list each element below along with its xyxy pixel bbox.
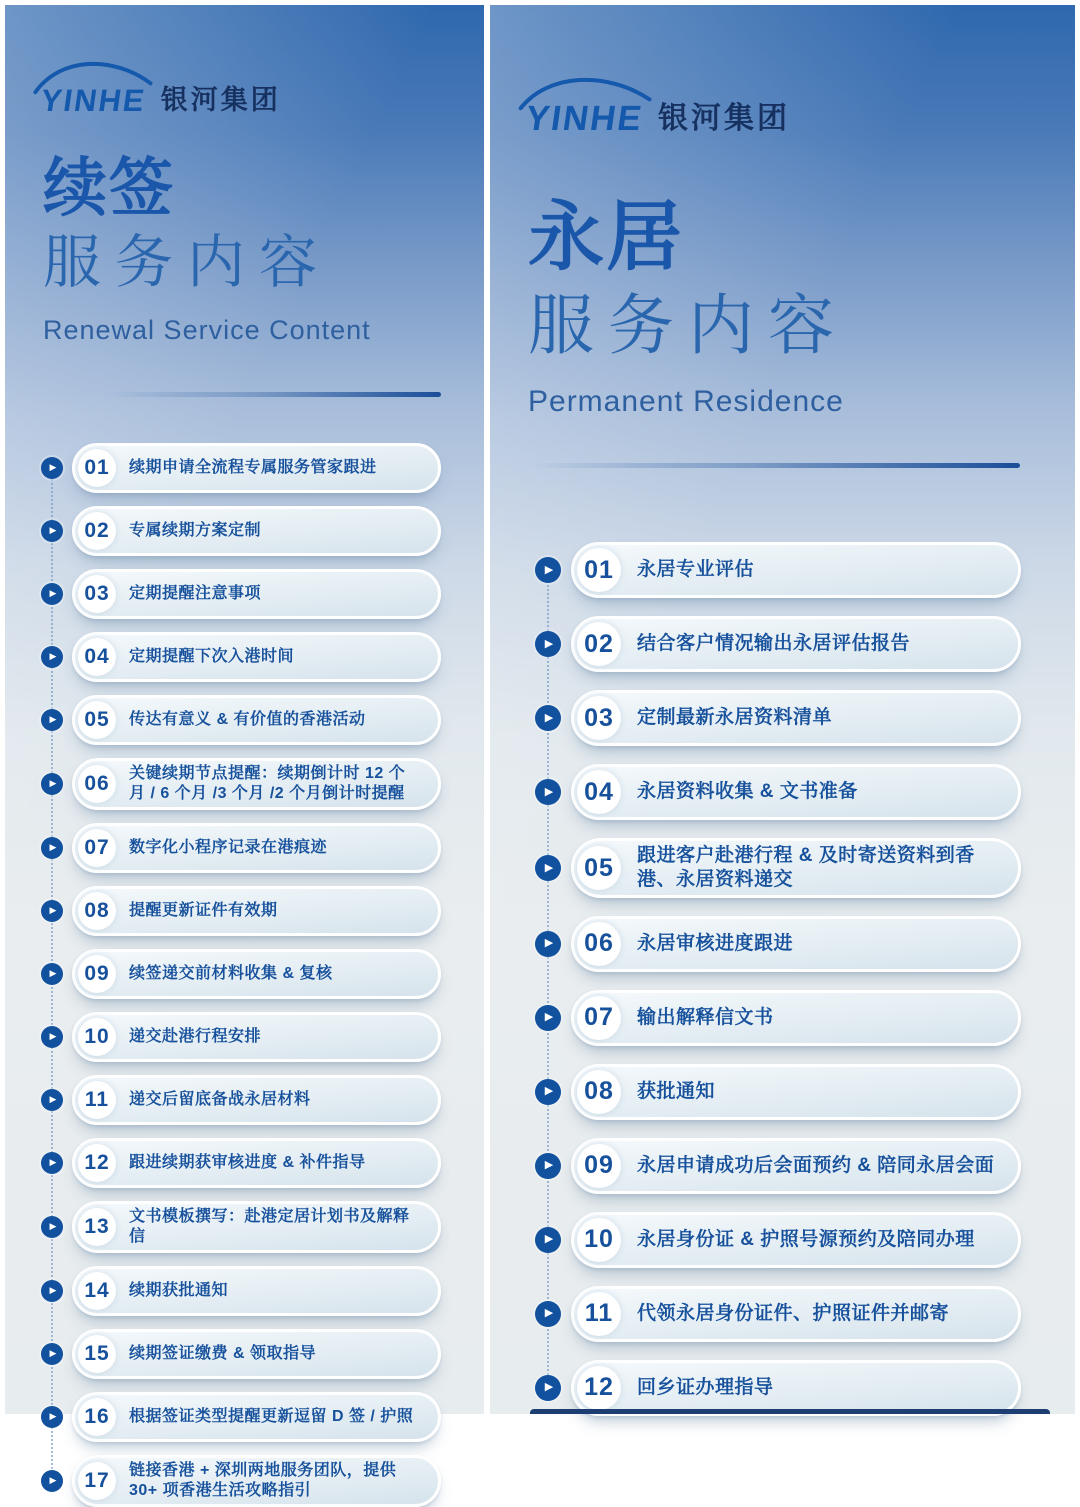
item-number: 08 (577, 1070, 621, 1114)
logo-en-text: YINHE (523, 99, 646, 138)
page-subtitle: 服务内容 (528, 288, 848, 362)
renewal-header (5, 152, 484, 397)
item-number: 16 (78, 1398, 116, 1436)
brand-logo (38, 83, 484, 118)
play-icon: ▶ (41, 837, 63, 859)
service-pill (72, 886, 441, 936)
play-icon: ▶ (41, 520, 63, 542)
service-pill (571, 916, 1021, 972)
brand-logo (523, 99, 1075, 138)
play-icon: ▶ (41, 457, 63, 479)
service-pill (72, 632, 441, 682)
item-number: 14 (78, 1272, 116, 1310)
renewal-panel (5, 5, 484, 1499)
play-icon: ▶ (41, 646, 63, 668)
logo-cn-text: 银河集团 (657, 101, 790, 135)
logo-cn-text: 银河集团 (160, 85, 281, 115)
item-text: 传达有意义 & 有价值的香港活动 (129, 710, 366, 728)
play-icon: ▶ (535, 855, 561, 881)
bottom-accent-bar (530, 1409, 1050, 1414)
item-number: 02 (78, 512, 116, 550)
list-item (535, 1286, 1021, 1342)
service-pill (72, 695, 441, 745)
play-icon: ▶ (41, 900, 63, 922)
item-number: 06 (78, 765, 116, 803)
list-item (535, 1360, 1021, 1416)
item-text: 续期申请全流程专属服务管家跟进 (129, 458, 377, 476)
list-item (41, 1012, 441, 1062)
item-number: 04 (577, 770, 621, 814)
permanent-residence-header (490, 195, 1075, 468)
item-number: 09 (577, 1144, 621, 1188)
item-number: 17 (78, 1462, 116, 1500)
play-icon: ▶ (41, 1152, 63, 1174)
play-icon: ▶ (41, 1343, 63, 1365)
list-item (535, 616, 1021, 672)
item-number: 15 (78, 1335, 116, 1373)
item-text: 跟进客户赴港行程 & 及时寄送资料到香港、永居资料递交 (637, 845, 975, 891)
service-pill (72, 1201, 441, 1253)
list-item (41, 1455, 441, 1507)
item-text: 递交后留底备战永居材料 (129, 1090, 311, 1108)
list-item (41, 1075, 441, 1125)
service-pill (571, 1212, 1021, 1268)
item-text: 结合客户情况输出永居评估报告 (637, 633, 911, 655)
list-item (535, 542, 1021, 598)
item-text: 输出解释信文书 (637, 1006, 774, 1028)
item-text: 永居资料收集 & 文书准备 (637, 781, 858, 803)
item-number: 10 (577, 1218, 621, 1262)
item-number: 09 (78, 955, 116, 993)
item-text: 文书模板撰写：赴港定居计划书及解释信 (129, 1207, 410, 1245)
list-item (41, 886, 441, 936)
service-pill (571, 1138, 1021, 1194)
service-pill (72, 1075, 441, 1125)
item-text: 定期提醒下次入港时间 (129, 647, 295, 665)
service-pill (72, 443, 441, 493)
page-title: 永居 (528, 195, 684, 280)
item-text: 回乡证办理指导 (637, 1376, 774, 1398)
item-text: 数字化小程序记录在港痕迹 (129, 838, 328, 856)
item-text: 永居申请成功后会面预约 & 陪同永居会面 (637, 1154, 995, 1176)
list-item (41, 443, 441, 493)
play-icon: ▶ (535, 1375, 561, 1401)
item-number: 08 (78, 892, 116, 930)
play-icon: ▶ (535, 1153, 561, 1179)
item-number: 12 (577, 1366, 621, 1410)
item-text: 续期获批通知 (129, 1281, 229, 1299)
service-pill (72, 1392, 441, 1442)
item-text: 递交赴港行程安排 (129, 1027, 262, 1045)
list-item (535, 990, 1021, 1046)
list-item (535, 1064, 1021, 1120)
item-text: 提醒更新证件有效期 (129, 901, 278, 919)
list-item (41, 1201, 441, 1253)
item-text: 跟进续期获审核进度 & 补件指导 (129, 1153, 366, 1171)
service-pill (571, 616, 1021, 672)
play-icon: ▶ (41, 1089, 63, 1111)
service-pill (72, 1266, 441, 1316)
item-text: 专属续期方案定制 (129, 521, 262, 539)
play-icon: ▶ (535, 1227, 561, 1253)
page-subtitle-en: Permanent Residence (528, 385, 844, 419)
item-number: 07 (78, 829, 116, 867)
list-item (41, 758, 441, 810)
service-pill (72, 823, 441, 873)
page-title: 续签 (43, 152, 175, 224)
list-item (41, 695, 441, 745)
item-text: 代领永居身份证件、护照证件并邮寄 (637, 1302, 950, 1324)
play-icon: ▶ (41, 963, 63, 985)
list-item (535, 764, 1021, 820)
service-pill (72, 1329, 441, 1379)
logo-wordmark (523, 99, 646, 138)
item-text: 定期提醒注意事项 (129, 584, 262, 602)
service-pill (72, 1012, 441, 1062)
list-item (535, 916, 1021, 972)
play-icon: ▶ (41, 1216, 63, 1238)
divider-rule (530, 463, 1020, 468)
list-item (41, 632, 441, 682)
item-number: 05 (78, 701, 116, 739)
item-text: 定制最新永居资料清单 (637, 707, 833, 729)
item-number: 11 (78, 1081, 116, 1119)
list-item (41, 1392, 441, 1442)
play-icon: ▶ (41, 1470, 63, 1492)
play-icon: ▶ (41, 583, 63, 605)
service-pill (72, 506, 441, 556)
list-item (41, 949, 441, 999)
service-pill (72, 569, 441, 619)
play-icon: ▶ (535, 931, 561, 957)
service-pill (571, 690, 1021, 746)
play-icon: ▶ (41, 1406, 63, 1428)
service-pill (571, 542, 1021, 598)
service-pill (571, 990, 1021, 1046)
logo-wordmark (38, 83, 149, 118)
list-item (535, 1138, 1021, 1194)
play-icon: ▶ (535, 631, 561, 657)
item-number: 03 (78, 575, 116, 613)
service-pill (72, 949, 441, 999)
service-pill (72, 758, 441, 810)
service-pill (571, 1064, 1021, 1120)
service-pill (72, 1455, 441, 1507)
permanent-residence-panel (490, 5, 1075, 1414)
item-number: 02 (577, 622, 621, 666)
list-item (41, 1266, 441, 1316)
item-number: 03 (577, 696, 621, 740)
item-text: 关键续期节点提醒：续期倒计时 12 个月 / 6 个月 /3 个月 /2 个月倒计时提醒 (129, 764, 406, 802)
logo-en-text: YINHE (38, 83, 149, 118)
list-item (41, 823, 441, 873)
item-text: 链接香港 + 深圳两地服务团队，提供 30+ 项香港生活攻略指引 (129, 1461, 397, 1499)
play-icon: ▶ (535, 1079, 561, 1105)
item-text: 永居身份证 & 护照号源预约及陪同办理 (637, 1228, 975, 1250)
item-number: 07 (577, 996, 621, 1040)
item-text: 续期签证缴费 & 领取指导 (129, 1344, 316, 1362)
item-number: 13 (78, 1208, 116, 1246)
item-number: 01 (577, 548, 621, 592)
play-icon: ▶ (41, 1026, 63, 1048)
play-icon: ▶ (41, 1280, 63, 1302)
item-text: 永居专业评估 (637, 559, 755, 581)
list-item (41, 569, 441, 619)
service-pill (571, 838, 1021, 898)
item-text: 获批通知 (637, 1080, 716, 1102)
list-item (535, 838, 1021, 898)
play-icon: ▶ (41, 773, 63, 795)
page-subtitle: 服务内容 (43, 230, 332, 295)
item-number: 12 (78, 1144, 116, 1182)
play-icon: ▶ (535, 557, 561, 583)
play-icon: ▶ (535, 779, 561, 805)
list-item (41, 1138, 441, 1188)
play-icon: ▶ (41, 709, 63, 731)
service-pill (571, 1286, 1021, 1342)
item-number: 11 (577, 1292, 621, 1336)
renewal-service-list (41, 443, 441, 1507)
item-text: 续签递交前材料收集 & 复核 (129, 964, 333, 982)
item-number: 01 (78, 449, 116, 487)
service-pill (72, 1138, 441, 1188)
list-item (535, 690, 1021, 746)
list-item (41, 1329, 441, 1379)
item-text: 根据签证类型提醒更新逗留 D 签 / 护照 (129, 1407, 414, 1425)
list-item (535, 1212, 1021, 1268)
play-icon: ▶ (535, 1005, 561, 1031)
item-number: 06 (577, 922, 621, 966)
item-number: 05 (577, 846, 621, 890)
play-icon: ▶ (535, 705, 561, 731)
list-item (41, 506, 441, 556)
item-number: 10 (78, 1018, 116, 1056)
play-icon: ▶ (535, 1301, 561, 1327)
divider-rule (99, 392, 441, 397)
page-subtitle-en: Renewal Service Content (43, 314, 371, 345)
item-text: 永居审核进度跟进 (637, 932, 794, 954)
permanent-residence-service-list (535, 542, 1021, 1416)
service-pill (571, 764, 1021, 820)
item-number: 04 (78, 638, 116, 676)
service-pill (571, 1360, 1021, 1416)
